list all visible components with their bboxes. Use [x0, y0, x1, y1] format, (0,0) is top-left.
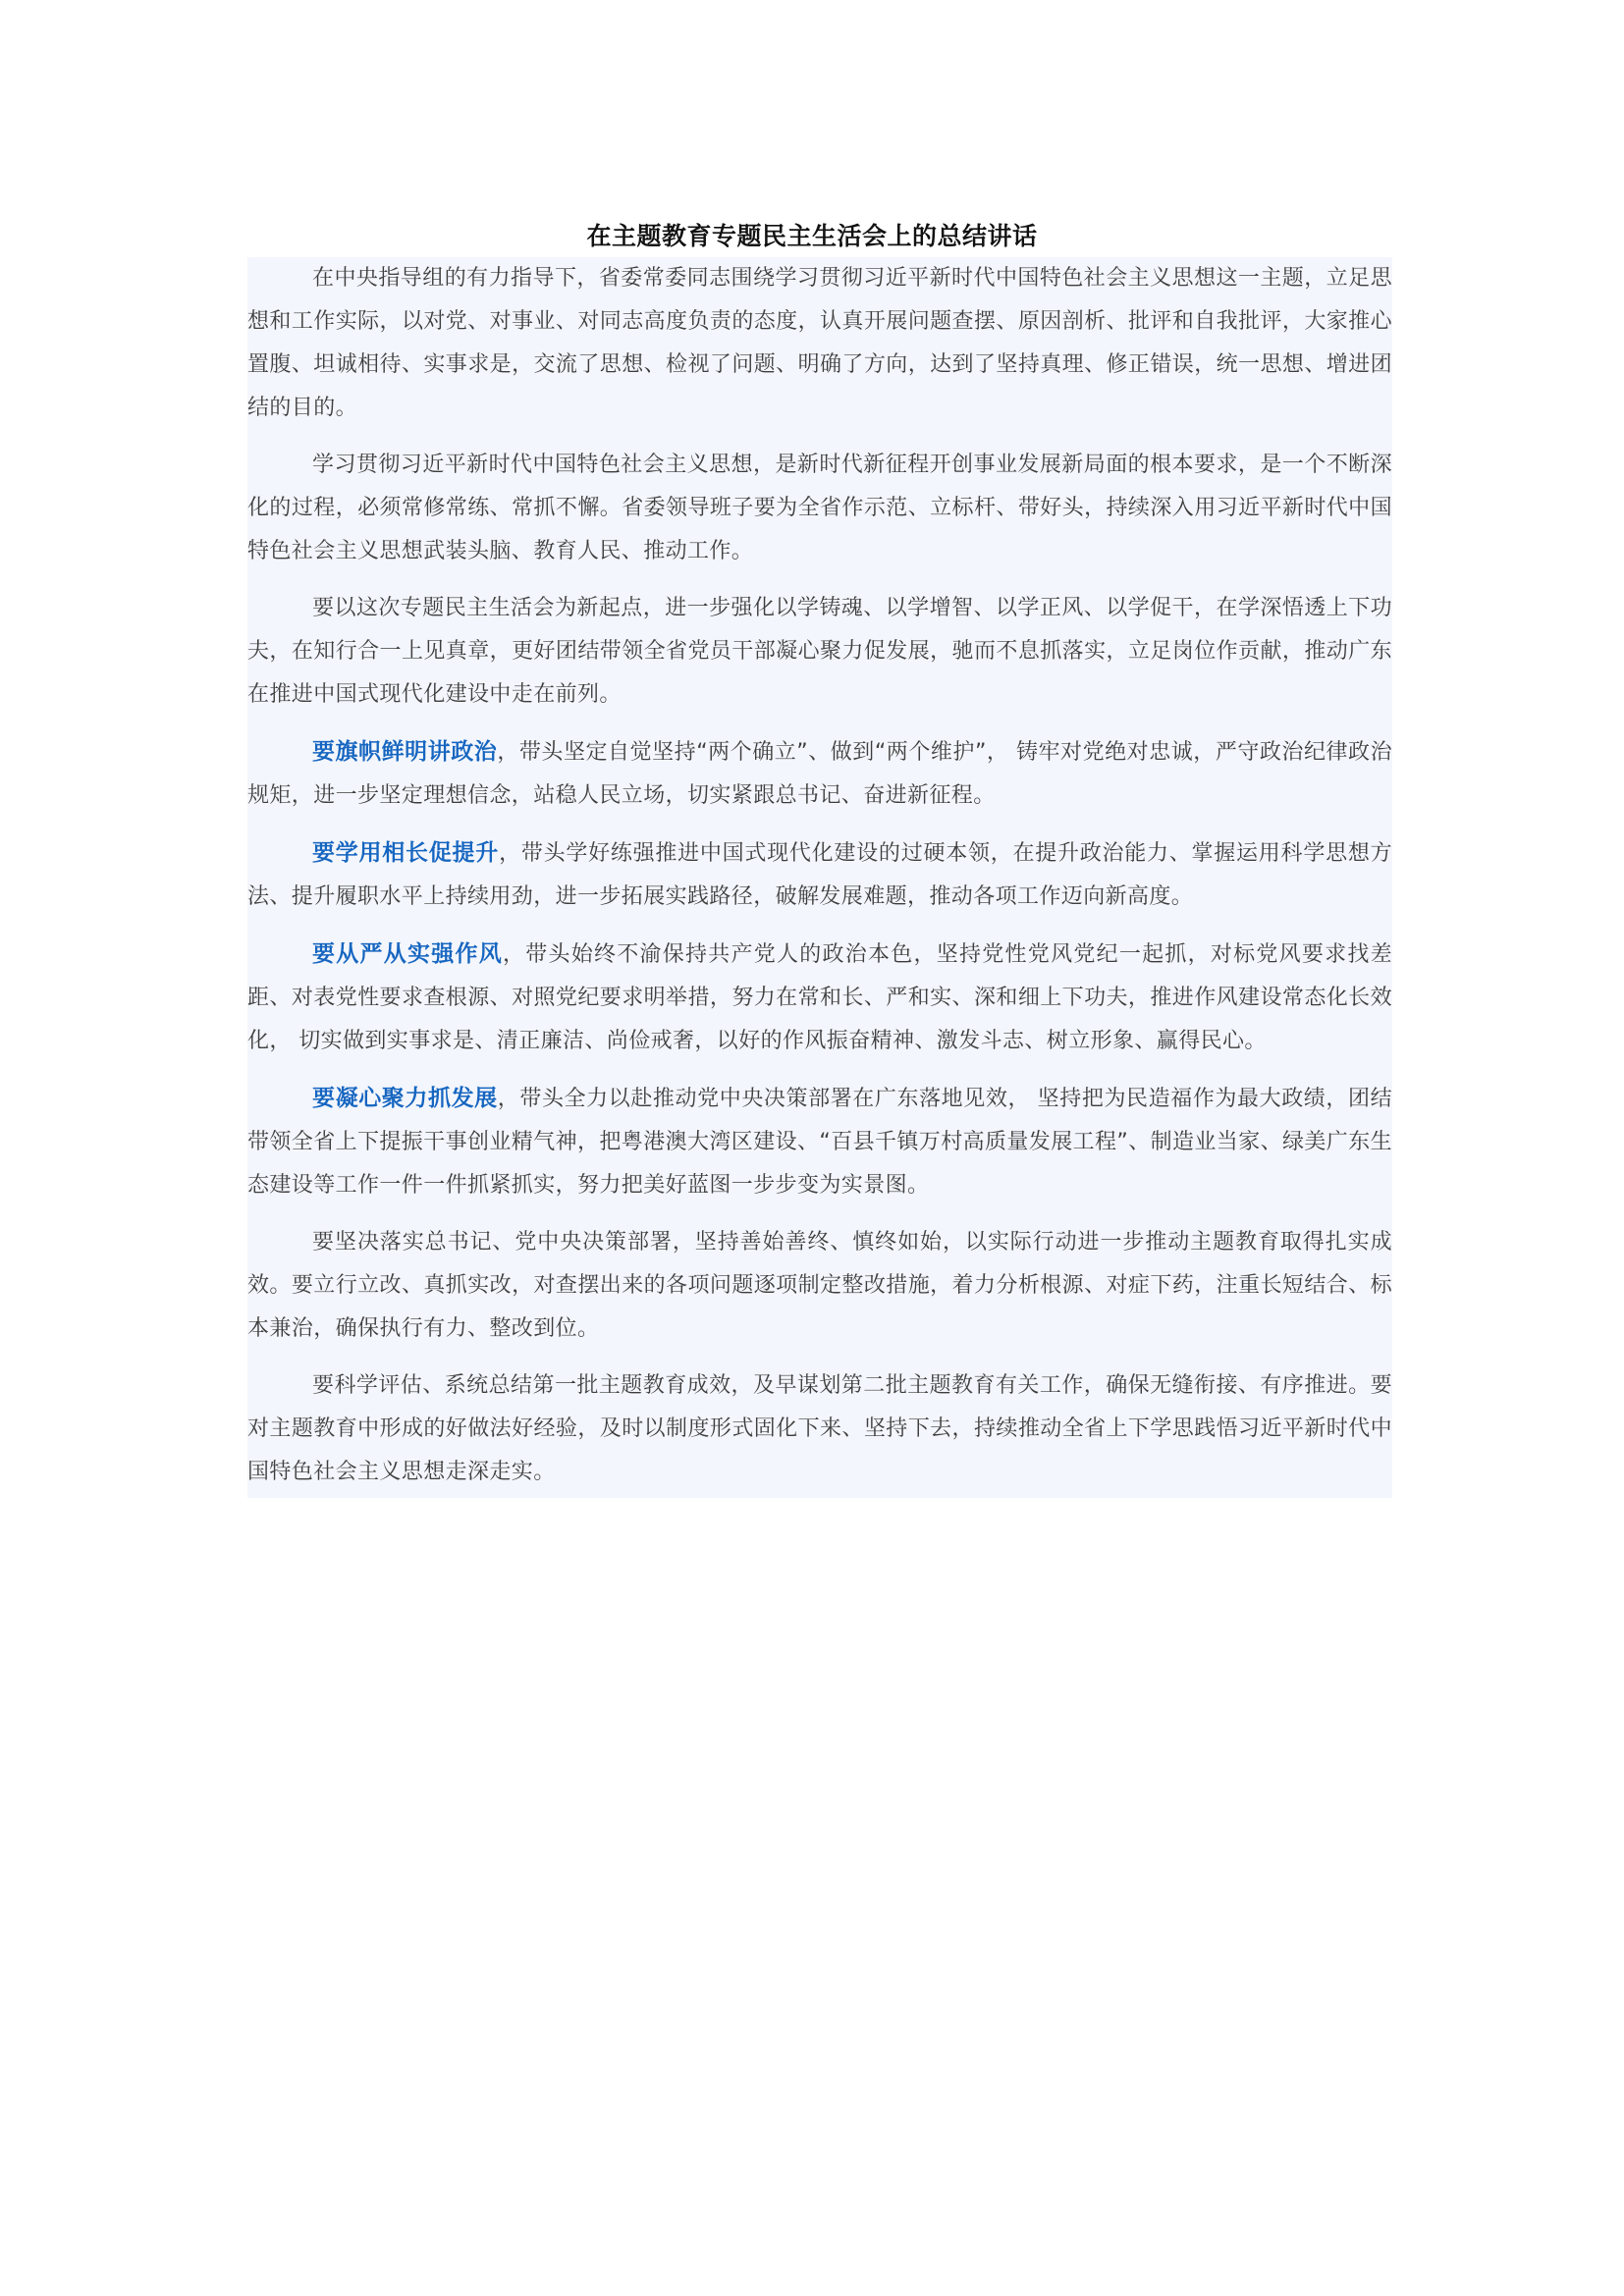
paragraph-7 [247, 1077, 1392, 1207]
document-body [247, 257, 1392, 1498]
paragraph-text: ，带头坚定自觉坚持“两个确立”、做到“两个维护”， 铸牢对党绝对忠诚，严守政治纪律政治规矩，进一步坚定理想信念，站稳人民立场，切实紧跟总书记、奋进新征程。 [247, 740, 1392, 808]
paragraph-text: 要以这次专题民主生活会为新起点，进一步强化以学铸魂、以学增智、以学正风、以学促干，在学深悟透上下功夫，在知行合一上见真章，更好团结带领全省党员干部凝心聚力促发展，驰而不息抓落实，立足岗位作贡献，推动广东在推进中国式现代化建设中走在前列。 [247, 596, 1392, 707]
paragraph-3 [247, 587, 1392, 717]
paragraph-6 [247, 933, 1392, 1063]
paragraph-text: 在中央指导组的有力指导下，省委常委同志围绕学习贯彻习近平新时代中国特色社会主义思想这一主题，立足思想和工作实际，以对党、对事业、对同志高度负责的态度，认真开展问题查摆、原因剖析、批评和自我批评，大家推心置腹、坦诚相待、实事求是，交流了思想、检视了问题、明确了方向，达到了坚持真理、修正错误，统一思想、增进团结的目的。 [247, 266, 1392, 420]
paragraph-2 [247, 444, 1392, 573]
paragraph-lead-heading: 要旗帜鲜明讲政治 [312, 739, 498, 765]
paragraph-text: 学习贯彻习近平新时代中国特色社会主义思想，是新时代新征程开创事业发展新局面的根本要求，是一个不断深化的过程，必须常修常练、常抓不懈。省委领导班子要为全省作示范、立标杆、带好头，持续深入用习近平新时代中国特色社会主义思想武装头脑、教育人民、推动工作。 [247, 453, 1392, 563]
paragraph-text: ，带头学好练强推进中国式现代化建设的过硬本领，在提升政治能力、掌握运用科学思想方法、提升履职水平上持续用劲，进一步拓展实践路径，破解发展难题，推动各项工作迈向新高度。 [247, 841, 1392, 909]
paragraph-lead-heading: 要从严从实强作风 [312, 941, 504, 967]
document-title: 在主题教育专题民主生活会上的总结讲话 [586, 222, 1038, 250]
paragraph-9 [247, 1364, 1392, 1494]
paragraph-lead-heading: 要学用相长促提升 [312, 840, 500, 866]
paragraph-8 [247, 1221, 1392, 1351]
paragraph-text: 要科学评估、系统总结第一批主题教育成效，及早谋划第二批主题教育有关工作，确保无缝衔接、有序推进。要对主题教育中形成的好做法好经验，及时以制度形式固化下来、坚持下去，持续推动全省上下学思践悟习近平新时代中国特色社会主义思想走深走实。 [247, 1373, 1392, 1484]
paragraph-1 [247, 257, 1392, 430]
paragraph-text: ，带头始终不渝保持共产党人的政治本色，坚持党性党风党纪一起抓，对标党风要求找差距、对表党性要求查根源、对照党纪要求明举措，努力在常和长、严和实、深和细上下功夫，推进作风建设常态化长效化， 切实做到实事求是、清正廉洁、尚俭戒奢，以好的作风振奋精神、激发斗志、树立形象、赢得民心。 [247, 942, 1392, 1053]
paragraph-4 [247, 730, 1392, 818]
paragraph-lead-heading: 要凝心聚力抓发展 [312, 1086, 498, 1111]
paragraph-text: 要坚决落实总书记、党中央决策部署，坚持善始善终、慎终如始，以实际行动进一步推动主题教育取得扎实成效。要立行立改、真抓实改，对查摆出来的各项问题逐项制定整改措施，着力分析根源、对症下药，注重长短结合、标本兼治，确保执行有力、整改到位。 [247, 1230, 1392, 1341]
paragraph-text: ，带头全力以赴推动党中央决策部署在广东落地见效， 坚持把为民造福作为最大政绩，团结带领全省上下提振干事创业精气神，把粤港澳大湾区建设、“百县千镇万村高质量发展工程”、制造业当家、绿美广东生态建设等工作一件一件抓紧抓实，努力把美好蓝图一步步变为实景图。 [247, 1087, 1392, 1198]
paragraph-5 [247, 831, 1392, 919]
